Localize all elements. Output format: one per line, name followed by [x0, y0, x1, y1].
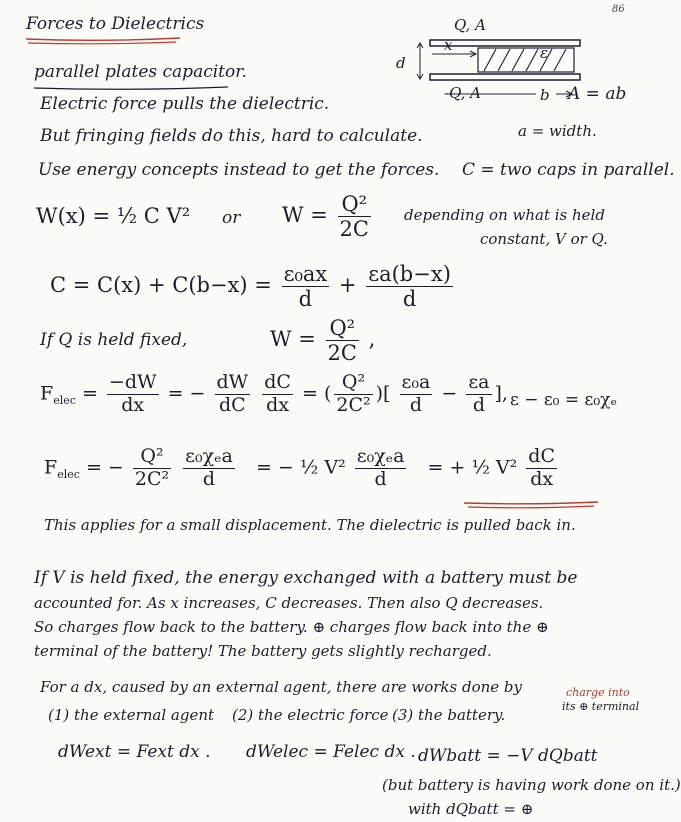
- section-subtitle: parallel plates capacitor.: [34, 62, 247, 82]
- text-line-3a: Use energy concepts instead to get the forces.: [38, 160, 440, 180]
- width-label: a = width.: [518, 122, 597, 140]
- bottom-plate: [430, 74, 580, 80]
- title-underline: [24, 36, 184, 46]
- energy-note-2: constant, V or Q.: [480, 230, 608, 248]
- work-item-electric: (2) the electric force: [232, 706, 389, 724]
- text-if-v-2: accounted for. As x increases, C decreases. Then also Q decreases.: [34, 594, 544, 612]
- battery-note-1: (but battery is having work done on it.): [382, 776, 681, 794]
- text-if-v-4: terminal of the battery! The battery gets slightly recharged.: [34, 642, 492, 660]
- diagram-bottom-label: -Q, A: [444, 84, 481, 102]
- energy-note-1: depending on what is held: [404, 206, 605, 224]
- text-if-v-1: If V is held fixed, the energy exchanged with a battery must be: [34, 568, 578, 588]
- margin-note-1: charge into: [566, 686, 630, 699]
- equation-force-derivation: $F_{elec}$ = $\frac{-dW}{dx}$ = − $\frac{dW}{dC}$ $\frac{dC}{dx}$ = ( $\frac{\text{Q²}}{\text{2C²}}$ )[ $\frac{\text{ε₀a}}{d}$ − $\frac{\varepsilon a}{d}$ ],: [40, 371, 508, 416]
- equation-energy-v: W(x) = ½ C V²: [36, 204, 191, 228]
- equation-dw-batt: dWbatt = −V dQbatt: [418, 746, 598, 766]
- result-underline: [462, 500, 602, 510]
- equation-force-result: $F_{elec}$ = − $\frac{\text{Q²}}{\text{2C²}}$ $\frac{\text{ε₀χₑa}}{d}$ = − ½ V² $\frac{\text{ε₀χₑa}}{d}$ = + ½ V² $\frac{dC}{dx}$: [44, 445, 555, 490]
- work-item-external: (1) the external agent: [48, 706, 215, 724]
- diagram-eps-label: ε: [540, 44, 549, 62]
- text-if-v-3: So charges flow back to the battery. ⊕ charges flow back into the ⊕: [34, 618, 549, 636]
- subtitle-underline: [32, 84, 232, 92]
- battery-note-2: with dQbatt = ⊕: [408, 800, 534, 818]
- equation-dw-elec: dWelec = Felec dx .: [246, 742, 416, 762]
- diagram-gap-label: d: [396, 54, 406, 72]
- work-item-battery: (3) the battery.: [392, 706, 506, 724]
- equation-susceptibility: ε − ε₀ = ε₀χₑ: [510, 390, 618, 410]
- text-line-1: Electric force pulls the dielectric.: [40, 94, 330, 114]
- diagram-x-label: x: [444, 36, 453, 54]
- margin-note-2: its ⊕ terminal: [562, 700, 640, 713]
- equation-capacitance: C = C(x) + C(b−x) = $\frac{\text{ε₀ax}}{d}$ + $\frac{\varepsilon a(b-x)}{d}$: [50, 262, 451, 312]
- top-plate: [430, 40, 580, 46]
- text-line-2: But fringing fields do this, hard to calculate.: [40, 126, 423, 146]
- equation-energy-q-fixed: W = $\frac{\text{Q²}}{2C}$ ,: [270, 316, 376, 366]
- diagram-top-label: Q, A: [454, 16, 486, 34]
- text-dx-works: For a dx, caused by an external agent, there are works done by: [40, 678, 523, 696]
- diagram-b-label: b: [540, 86, 550, 104]
- equation-energy-q: W = $\frac{\text{Q²}}{2C}$: [282, 192, 369, 242]
- equation-dw-ext: dWext = Fext dx .: [58, 742, 211, 762]
- text-small-displacement: This applies for a small displacement. The dielectric is pulled back in.: [44, 516, 576, 534]
- text-line-3b: C = two caps in parallel.: [462, 160, 675, 180]
- page-number: 86: [612, 4, 625, 15]
- area-label: A = ab: [568, 84, 627, 104]
- page-title: Forces to Dielectrics: [26, 14, 205, 34]
- equation-or: or: [222, 208, 241, 228]
- text-if-q: If Q is held fixed,: [40, 330, 188, 350]
